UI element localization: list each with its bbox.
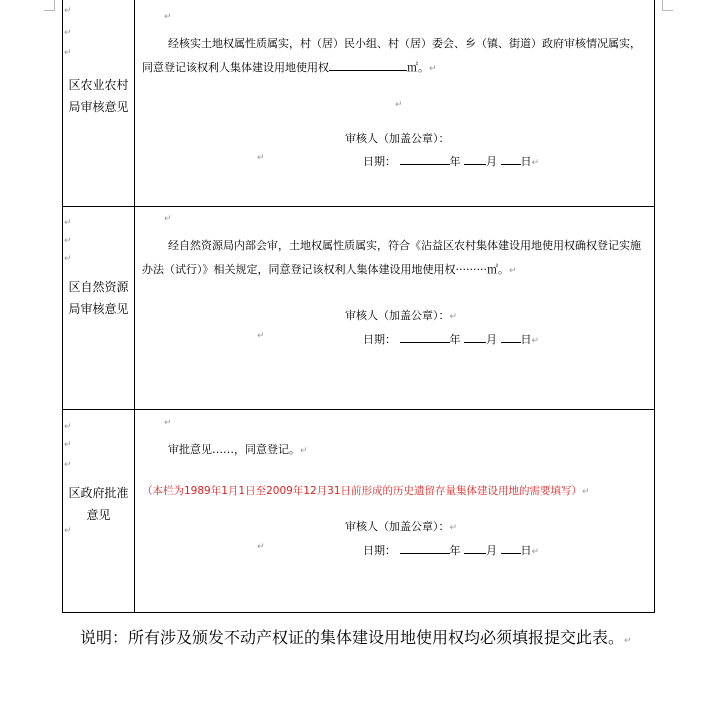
paragraph-mark: ↵ [164, 418, 172, 428]
footer-note: 说明：所有涉及颁发不动产权证的集体建设用地使用权均必须填报提交此表。↵ [80, 628, 632, 647]
section-body-agriculture: 经核实土地权属性质属实，村（居）民小组、村（居）委会、乡（镇、街道）政府审核情况属实，同意登记该权利人集体建设用地使用权 ㎡。↵ [142, 37, 641, 74]
section-label-government: 区政府批准意见 [68, 486, 129, 522]
paragraph-mark: ↵ [257, 331, 265, 341]
date-line-natural-resources: 日期： 年 月 日↵ [363, 333, 540, 346]
paragraph-mark: ↵ [257, 542, 265, 552]
historical-note-red: （本栏为1989年1月1日至2009年12月31日前形成的历史遗留存量集体建设用地的需要填写）↵ [142, 485, 590, 497]
paragraph-mark: ↵ [164, 12, 172, 22]
reviewer-line-government: 审核人（加盖公章）：↵ [345, 520, 458, 533]
date-line-agriculture: 日期： 年 月 日↵ [363, 155, 540, 168]
section-body-natural-resources: 经自然资源局内部会审，土地权属性质属实，符合《沾益区农村集体建设用地使用权确权登记实施办法（试行）》相关规定，同意登记该权利人集体建设用地使用权·········㎡。↵ [142, 239, 641, 276]
reviewer-line-natural-resources: 审核人（加盖公章）：↵ [345, 309, 458, 322]
section-label-natural-resources: 区自然资源局审核意见 [68, 280, 129, 316]
column-divider [134, 0, 135, 613]
corner-mark-top-right [662, 0, 673, 11]
section-label-agriculture: 区农业农村局审核意见 [68, 78, 129, 114]
date-line-government: 日期： 年 月 日↵ [363, 544, 540, 557]
reviewer-line-agriculture: 审核人（加盖公章）： [345, 132, 450, 145]
row-divider-1 [62, 206, 655, 207]
section-body-government: 审批意见……，同意登记。↵ [168, 443, 308, 456]
corner-mark-top-left [44, 0, 55, 11]
area-blank [329, 59, 407, 71]
row-divider-2 [62, 409, 655, 410]
paragraph-mark: ↵ [164, 214, 172, 224]
paragraph-mark: ↵ [395, 100, 403, 110]
paragraph-mark: ↵ [257, 153, 265, 163]
